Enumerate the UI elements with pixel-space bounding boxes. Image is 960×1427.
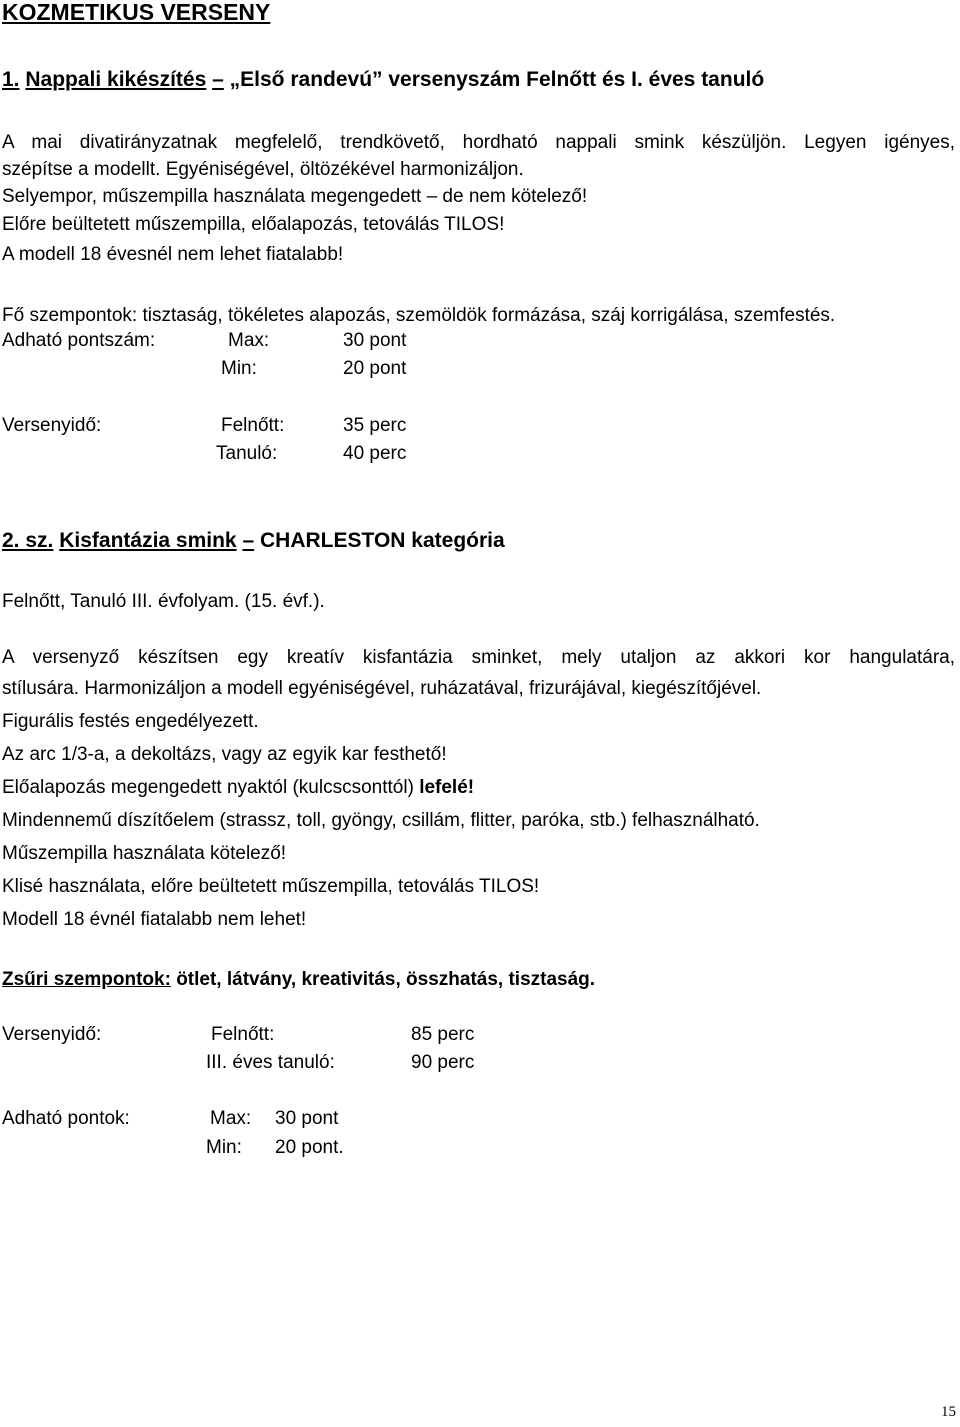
section2-jury-label: Zsűri szempontok: [2,969,171,990]
section1-min-label: Min: [221,358,257,379]
section2-desc-line9: Modell 18 évnél fiatalabb nem lehet! [2,909,307,930]
section2-desc-line3: Figurális festés engedélyezett. [2,711,259,732]
section2-dash: – [242,529,255,552]
section2-max-label: Max: [210,1108,252,1129]
section1-desc-line4: Előre beültetett műszempilla, előalapozás, tetoválás TILOS! [2,214,505,235]
section1-category: Nappali kikészítés [25,68,207,91]
section2-time-label: Versenyidő: [2,1024,102,1045]
page-title: KOZMETIKUS VERSENY [2,0,271,25]
section2-desc-line5 [2,775,474,801]
section1-desc-line1: A mai divatirányzatnak megfelelő, trendkövető, hordható nappali smink készüljön. Legyen igényes, [2,132,955,153]
section1-heading [2,67,764,93]
section1-rest: „Első randevú” versenyszám Felnőtt és I. éves tanuló [229,68,765,91]
section2-jury-criteria [2,967,595,993]
section1-points-label: Adható pontszám: [2,330,156,351]
section2-min-label: Min: [206,1137,242,1158]
section2-category: Kisfantázia smink [59,529,237,552]
section2-number: 2. sz. [2,529,54,552]
section2-desc-line6: Mindennemű díszítőelem (strassz, toll, gyöngy, csillám, flitter, paróka, stb.) felhasználható. [2,810,760,831]
section1-student-label: Tanuló: [216,443,278,464]
section2-student-value: 90 perc [411,1052,475,1073]
section2-participants: Felnőtt, Tanuló III. évfolyam. (15. évf.). [2,591,325,612]
section1-max-value: 30 pont [343,330,407,351]
section1-desc-line2: szépítse a modellt. Egyéniségével, öltözékével harmonizáljon. [2,159,524,180]
section1-number: 1. [2,68,20,91]
section1-max-label: Max: [228,330,270,351]
section2-desc-line7: Műszempilla használata kötelező! [2,843,287,864]
section2-adult-value: 85 perc [411,1024,475,1045]
section1-dash: – [212,68,224,91]
section2-min-value: 20 pont. [275,1137,344,1158]
section1-adult-value: 35 perc [343,415,407,436]
section2-desc-line5-emphasis: lefelé! [419,777,475,798]
section2-rest: CHARLESTON kategória [260,529,505,552]
page-number: 15 [941,1404,956,1420]
section1-criteria: Fő szempontok: tisztaság, tökéletes alapozás, szemöldök formázása, száj korrigálása, szemfestés. [2,305,836,326]
section2-desc-line1: A versenyző készítsen egy kreatív kisfantázia sminket, mely utaljon az akkori kor hangulatára, [2,647,955,668]
section1-adult-label: Felnőtt: [221,415,285,436]
section2-adult-label: Felnőtt: [211,1024,275,1045]
section2-max-value: 30 pont [275,1108,339,1129]
section2-desc-line4: Az arc 1/3-a, a dekoltázs, vagy az egyik kar festhető! [2,744,447,765]
section2-desc-line5-text: Előalapozás megengedett nyaktól (kulcscsonttól) [2,777,414,798]
section1-student-value: 40 perc [343,443,407,464]
section2-heading [2,528,505,554]
section1-desc-line3: Selyempor, műszempilla használata megengedett – de nem kötelező! [2,186,588,207]
section2-points-label: Adható pontok: [2,1108,130,1129]
section2-jury-rest: ötlet, látvány, kreativitás, összhatás, tisztaság. [176,969,596,990]
section2-student-label: III. éves tanuló: [206,1052,335,1073]
section2-desc-line8: Klisé használata, előre beültetett műszempilla, tetoválás TILOS! [2,876,540,897]
section1-min-value: 20 pont [343,358,407,379]
section1-time-label: Versenyidő: [2,415,102,436]
section2-desc-line2: stílusára. Harmonizáljon a modell egyéniségével, ruházatával, frizurájával, kiegészítőjével. [2,678,762,699]
section1-desc-line5: A modell 18 évesnél nem lehet fiatalabb! [2,244,344,265]
